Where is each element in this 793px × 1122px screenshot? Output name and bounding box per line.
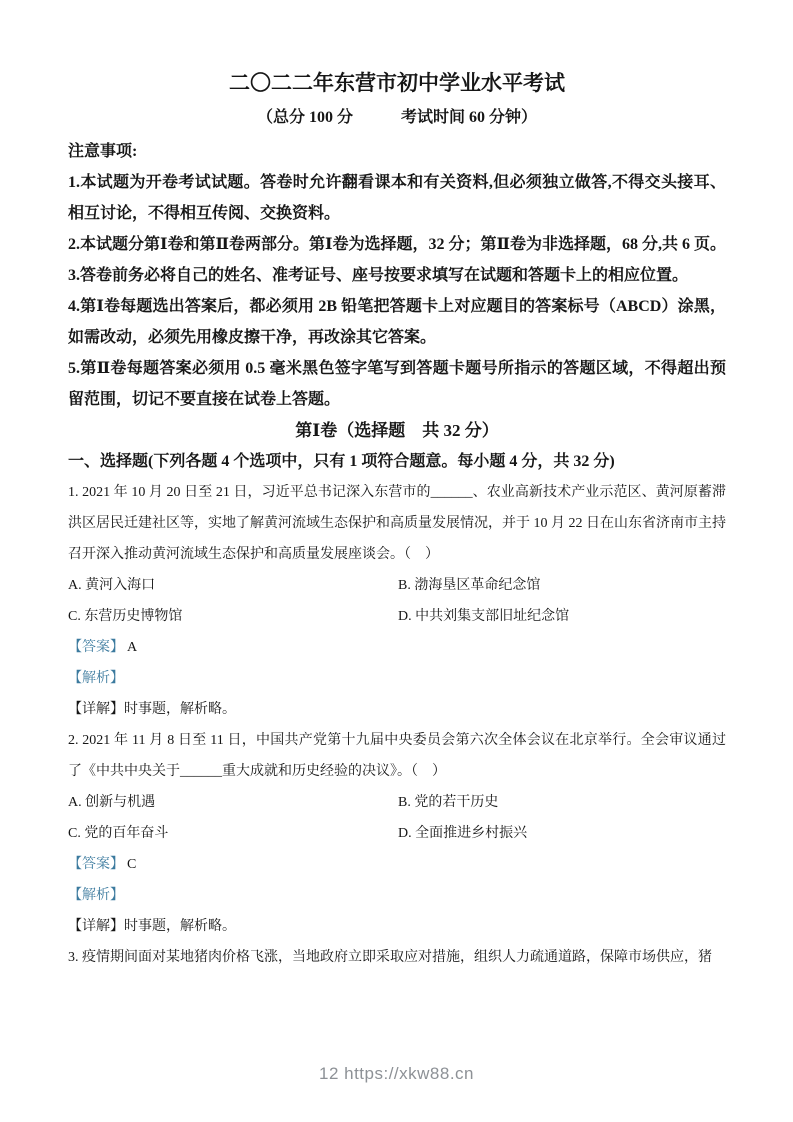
detail-label: 【详解】 xyxy=(68,919,124,934)
question-1-stem: 1. 2021 年 10 月 20 日至 21 日，习近平总书记深入东营市的______、农业高新技术产业示范区、黄河原蓄滞洪区居民迁建社区等，实地了解黄河流域生态保护和高质量发展情况，并于 10 月 22 日在山东省济南市主持召开深入推动黄河流域生态保护和高质量发展座谈会。（ ） xyxy=(68,485,726,562)
analysis-label: 【解析】 xyxy=(68,888,124,903)
question-1-option-row-1 xyxy=(68,570,726,601)
question-2-option-d: D. 全面推进乡村振兴 xyxy=(398,826,528,841)
question-1-answer-line xyxy=(68,632,726,663)
page-content xyxy=(68,0,726,973)
question-1-option-a: A. 黄河入海口 xyxy=(68,578,156,593)
question-1 xyxy=(68,477,726,725)
detail-text: 时事题，解析略。 xyxy=(124,702,236,717)
question-2-option-row-1 xyxy=(68,787,726,818)
question-2 xyxy=(68,725,726,942)
notice-item-4: 4.第Ⅰ卷每题选出答案后，都必须用 2B 铅笔把答题卡上对应题目的答案标号（ABCD）涂黑，如需改动，必须先用橡皮擦干净，再改涂其它答案。 xyxy=(68,298,726,346)
question-2-option-row-2 xyxy=(68,818,726,849)
notice-item-2: 2.本试题分第Ⅰ卷和第Ⅱ卷两部分。第Ⅰ卷为选择题，32 分；第Ⅱ卷为非选择题，68 分,共 6 页。 xyxy=(68,236,726,253)
exam-score-and-time: （总分 100 分 考试时间 60 分钟） xyxy=(256,109,537,126)
question-3 xyxy=(68,942,726,973)
question-1-option-c: C. 东营历史博物馆 xyxy=(68,609,183,624)
question-2-answer-line xyxy=(68,849,726,880)
question-2-option-b: B. 党的若干历史 xyxy=(398,795,499,810)
notice-item-3: 3.答卷前务必将自己的姓名、准考证号、座号按要求填写在试题和答题卡上的相应位置。 xyxy=(68,267,689,284)
answer-value: C xyxy=(127,857,137,872)
exam-title: 二〇二二年东营市初中学业水平考试 xyxy=(229,71,565,95)
page-footer-watermark: 12 https://xkw88.cn xyxy=(318,1064,475,1083)
question-3-stem-partial: 3. 疫情期间面对某地猪肉价格飞涨，当地政府立即采取应对措施，组织人力疏通道路，保障市场供应，猪 xyxy=(68,950,712,965)
question-2-option-a: A. 创新与机遇 xyxy=(68,795,156,810)
question-1-option-row-2 xyxy=(68,601,726,632)
question-1-detail-line xyxy=(68,694,726,725)
answer-label: 【答案】 xyxy=(68,640,124,655)
analysis-label: 【解析】 xyxy=(68,671,124,686)
question-2-detail-line xyxy=(68,911,726,942)
question-2-analysis-line xyxy=(68,880,726,911)
notice-item-5: 5.第Ⅱ卷每题答案必须用 0.5 毫米黑色签字笔写到答题卡题号所指示的答题区域，不得超出预留范围，切记不要直接在试卷上答题。 xyxy=(68,360,726,408)
notice-item-1: 1.本试题为开卷考试试题。答卷时允许翻看课本和有关资料,但必须独立做答,不得交头接耳、相互讨论，不得相互传阅、交换资料。 xyxy=(68,174,726,222)
question-1-analysis-line xyxy=(68,663,726,694)
section1-heading: 第Ⅰ卷（选择题 共 32 分） xyxy=(295,421,499,440)
answer-value: A xyxy=(127,640,138,655)
detail-label: 【详解】 xyxy=(68,702,124,717)
question-1-option-b: B. 渤海垦区革命纪念馆 xyxy=(398,578,541,593)
notice-heading: 注意事项: xyxy=(68,143,138,160)
section1-instruction: 一、选择题(下列各题 4 个选项中，只有 1 项符合题意。每小题 4 分，共 32 分) xyxy=(68,453,615,470)
question-2-stem: 2. 2021 年 11 月 8 日至 11 日，中国共产党第十九届中央委员会第六次全体会议在北京举行。全会审议通过了《中共中央关于______重大成就和历史经验的决议》。（ ） xyxy=(68,733,726,779)
question-2-option-c: C. 党的百年奋斗 xyxy=(68,826,169,841)
question-1-option-d: D. 中共刘集支部旧址纪念馆 xyxy=(398,609,570,624)
answer-label: 【答案】 xyxy=(68,857,124,872)
detail-text: 时事题，解析略。 xyxy=(124,919,236,934)
